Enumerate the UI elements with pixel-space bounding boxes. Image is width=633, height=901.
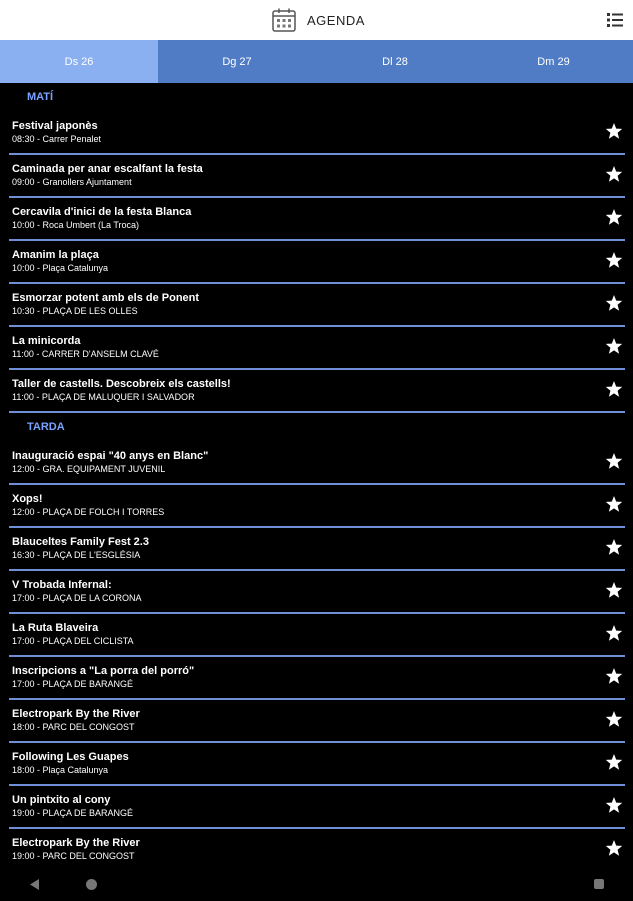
favorite-star-icon[interactable]	[605, 452, 623, 470]
event-name: Esmorzar potent amb els de Ponent	[12, 292, 200, 304]
list-item[interactable]	[9, 829, 625, 872]
favorite-star-icon[interactable]	[605, 380, 623, 398]
tab-day-1[interactable]: Ds 26	[0, 40, 158, 83]
section-header: MATÍ	[27, 91, 54, 103]
list-item[interactable]	[9, 241, 625, 284]
event-name: Festival japonès	[12, 120, 98, 132]
list-item[interactable]	[9, 327, 625, 370]
list-item[interactable]	[9, 614, 625, 657]
event-time-location: 10:30 - PLAÇA DE LES OLLES	[12, 306, 138, 316]
event-name: Blauceltes Family Fest 2.3	[12, 536, 149, 548]
favorite-star-icon[interactable]	[605, 122, 623, 140]
event-time-location: 12:00 - PLAÇA DE FOLCH I TORRES	[12, 507, 165, 517]
event-time-location: 10:00 - Roca Umbert (La Troca)	[12, 220, 140, 230]
list-item[interactable]	[9, 198, 625, 241]
event-time-location: 11:00 - CARRER D'ANSELM CLAVÉ	[12, 349, 159, 359]
list-item[interactable]	[9, 700, 625, 743]
list-item[interactable]	[9, 155, 625, 198]
event-time-location: 18:00 - Plaça Catalunya	[12, 765, 109, 775]
favorite-star-icon[interactable]	[605, 538, 623, 556]
favorite-star-icon[interactable]	[605, 294, 623, 312]
event-name: La Ruta Blaveira	[12, 622, 99, 634]
tab-day-4[interactable]: Dm 29	[474, 40, 633, 83]
event-time-location: 18:00 - PARC DEL CONGOST	[12, 722, 135, 732]
day-tabs	[0, 40, 633, 83]
favorite-star-icon[interactable]	[605, 839, 623, 857]
favorite-star-icon[interactable]	[605, 251, 623, 269]
list-item[interactable]	[9, 442, 625, 485]
recents-icon[interactable]	[594, 879, 604, 889]
event-time-location: 12:00 - GRA. EQUIPAMENT JUVENIL	[12, 464, 166, 474]
event-time-location: 16:30 - PLAÇA DE L'ESGLÉSIA	[12, 550, 141, 560]
event-time-location: 08:30 - Carrer Penalet	[12, 134, 102, 144]
event-name: La minicorda	[12, 335, 81, 347]
event-time-location: 17:00 - PLAÇA DEL CICLISTA	[12, 636, 134, 646]
event-time-location: 10:00 - Plaça Catalunya	[12, 263, 109, 273]
list-item[interactable]	[9, 370, 625, 413]
list-item[interactable]	[9, 528, 625, 571]
tab-day-3[interactable]: Dl 28	[316, 40, 474, 83]
event-time-location: 17:00 - PLAÇA DE BARANGÉ	[12, 679, 134, 689]
event-name: Inscripcions a "La porra del porró"	[12, 665, 195, 677]
event-name: V Trobada Infernal:	[12, 579, 112, 591]
agenda-list	[0, 83, 633, 870]
event-time-location: 17:00 - PLAÇA DE LA CORONA	[12, 593, 142, 603]
favorite-star-icon[interactable]	[605, 337, 623, 355]
app-header	[0, 0, 633, 40]
list-view-icon[interactable]	[607, 12, 623, 28]
back-icon[interactable]	[28, 878, 40, 891]
event-name: Inauguració espai "40 anys en Blanc"	[12, 450, 209, 462]
event-name: Cercavila d'inici de la festa Blanca	[12, 206, 192, 218]
event-time-location: 19:00 - PLAÇA DE BARANGÉ	[12, 808, 134, 818]
list-item[interactable]	[9, 657, 625, 700]
list-item[interactable]	[9, 743, 625, 786]
page-title: AGENDA	[307, 12, 365, 28]
favorite-star-icon[interactable]	[605, 208, 623, 226]
list-item[interactable]	[9, 571, 625, 614]
event-name: Taller de castells. Descobreix els castells!	[12, 378, 231, 390]
event-name: Amanim la plaça	[12, 249, 99, 261]
favorite-star-icon[interactable]	[605, 624, 623, 642]
event-name: Electropark By the River	[12, 837, 140, 849]
favorite-star-icon[interactable]	[605, 710, 623, 728]
system-navbar	[0, 870, 633, 900]
favorite-star-icon[interactable]	[605, 667, 623, 685]
list-item[interactable]	[9, 485, 625, 528]
list-item[interactable]	[9, 786, 625, 829]
favorite-star-icon[interactable]	[605, 581, 623, 599]
favorite-star-icon[interactable]	[605, 495, 623, 513]
home-icon[interactable]	[86, 879, 97, 890]
list-item[interactable]	[9, 284, 625, 327]
header-title-group	[271, 7, 365, 33]
favorite-star-icon[interactable]	[605, 796, 623, 814]
event-time-location: 09:00 - Granollers Ajuntament	[12, 177, 132, 187]
section-header: TARDA	[27, 421, 65, 433]
calendar-icon	[271, 7, 297, 33]
event-name: Electropark By the River	[12, 708, 140, 720]
event-name: Xops!	[12, 493, 43, 505]
event-time-location: 19:00 - PARC DEL CONGOST	[12, 851, 135, 861]
list-item[interactable]	[9, 112, 625, 155]
event-name: Un pintxito al cony	[12, 794, 111, 806]
favorite-star-icon[interactable]	[605, 753, 623, 771]
event-time-location: 11:00 - PLAÇA DE MALUQUER I SALVADOR	[12, 392, 195, 402]
favorite-star-icon[interactable]	[605, 165, 623, 183]
event-name: Following Les Guapes	[12, 751, 129, 763]
event-name: Caminada per anar escalfant la festa	[12, 163, 203, 175]
tab-day-2[interactable]: Dg 27	[158, 40, 316, 83]
